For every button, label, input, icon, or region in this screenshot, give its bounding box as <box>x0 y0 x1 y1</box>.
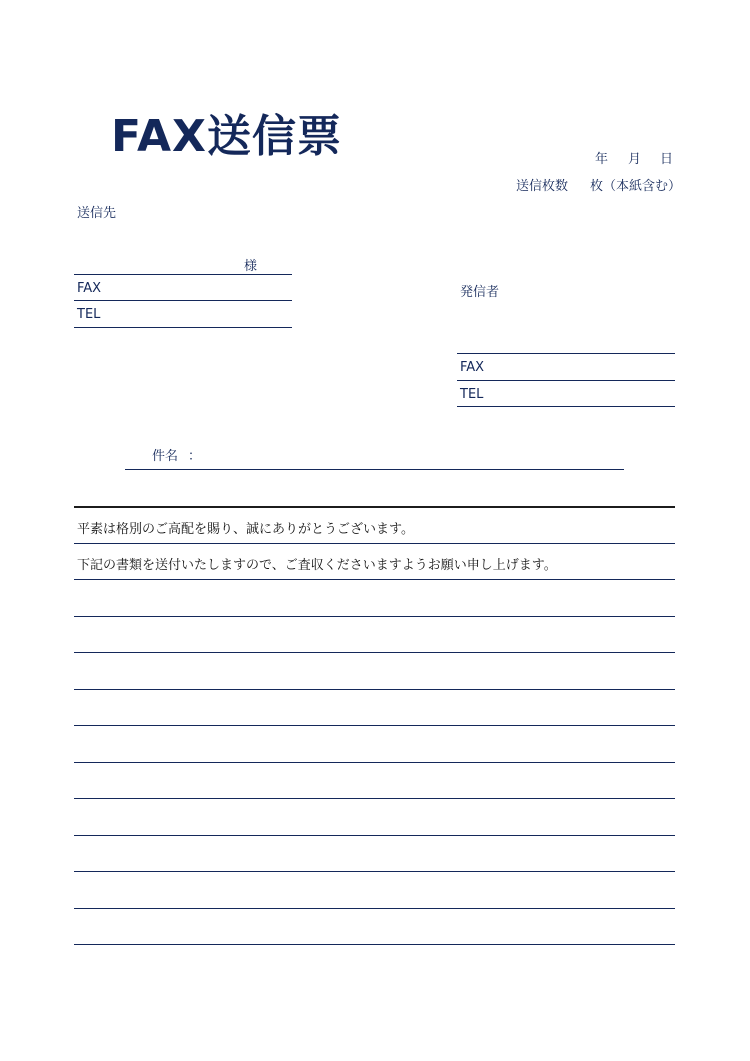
sender-fax-label: FAX <box>460 360 485 375</box>
recipient-fax-label: FAX <box>77 281 102 296</box>
subject-line <box>125 469 624 470</box>
sender-tel-label: TEL <box>460 387 484 402</box>
message-rule <box>74 652 675 653</box>
page-count-label: 送信枚数 <box>516 179 569 194</box>
message-rule <box>74 835 675 836</box>
message-rule <box>74 908 675 909</box>
message-line-1: 平素は格別のご高配を賜り、誠にありがとうございます。 <box>77 522 414 537</box>
sender-fax-line <box>457 380 675 381</box>
subject-colon: ： <box>188 449 202 464</box>
date-year-label: 年 <box>595 152 609 167</box>
message-rule <box>74 762 675 763</box>
sender-heading: 発信者 <box>460 285 500 300</box>
message-rule <box>74 871 675 872</box>
date-month-label: 月 <box>628 152 642 167</box>
page-title: FAX送信票 <box>111 111 342 162</box>
recipient-heading: 送信先 <box>77 206 117 221</box>
sender-name-line <box>457 353 675 354</box>
message-rule <box>74 616 675 617</box>
message-rule <box>74 798 675 799</box>
recipient-fax-line <box>74 300 292 301</box>
sender-tel-line <box>457 406 675 407</box>
page-count-unit: 枚（本紙含む） <box>590 179 682 194</box>
recipient-name-line <box>74 274 292 275</box>
message-top-rule <box>74 506 675 508</box>
message-line-2: 下記の書類を送付いたしますので、ご査収くださいますようお願い申し上げます。 <box>77 558 557 573</box>
message-rule <box>74 689 675 690</box>
message-rule <box>74 579 675 580</box>
recipient-tel-line <box>74 327 292 328</box>
recipient-honorific: 様 <box>244 259 258 274</box>
recipient-tel-label: TEL <box>77 307 101 322</box>
message-rule <box>74 944 675 945</box>
message-rule <box>74 543 675 544</box>
date-day-label: 日 <box>660 152 674 167</box>
message-rule <box>74 725 675 726</box>
subject-label: 件名 <box>152 449 179 464</box>
